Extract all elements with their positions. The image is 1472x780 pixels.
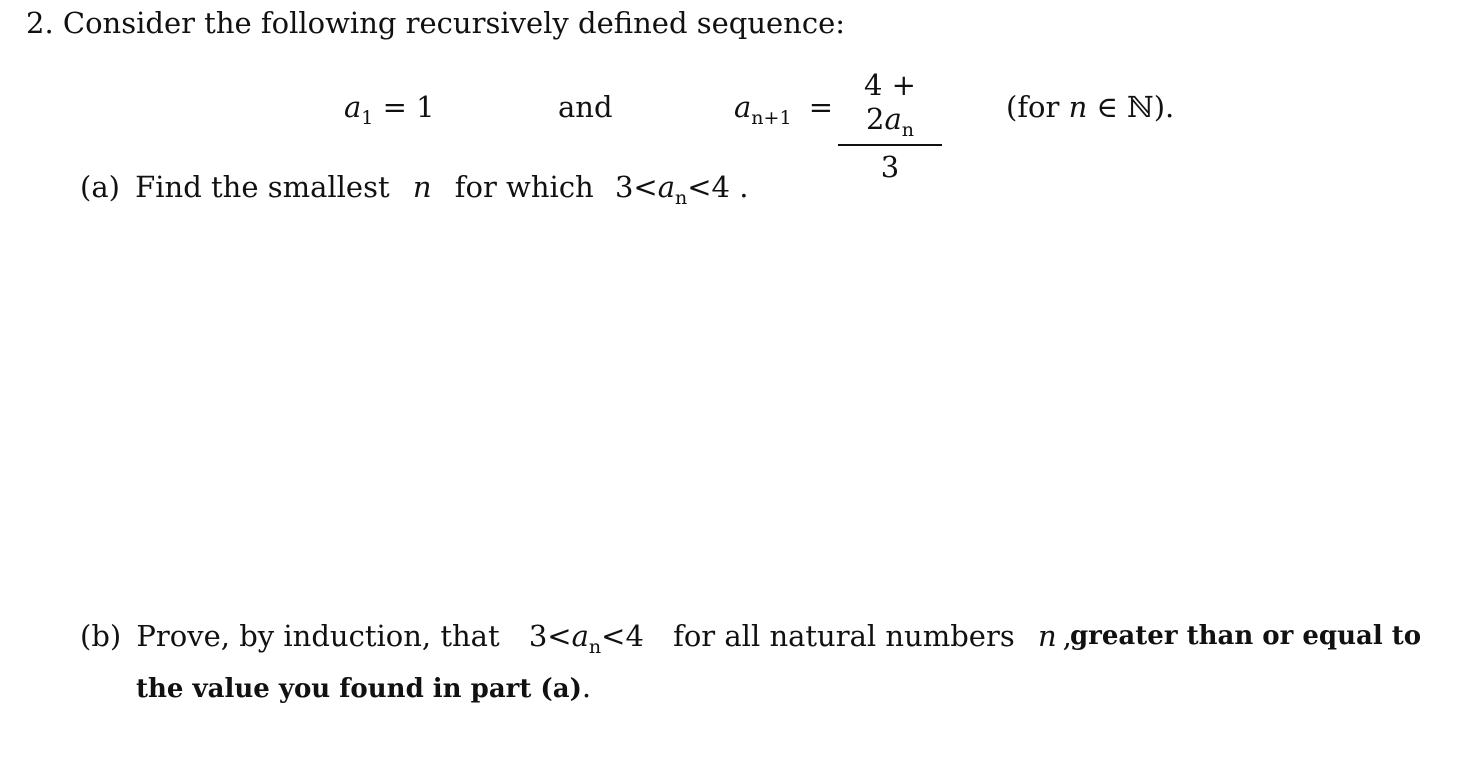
part-b-ineq-left: 3<: [528, 619, 572, 653]
base-case: [344, 90, 435, 129]
part-a-var-n: n: [412, 170, 432, 204]
fraction-denominator: 3: [880, 149, 900, 184]
part-a-ineq-var: a: [657, 170, 675, 204]
numerator-var: a: [884, 102, 902, 136]
recursive-fraction: [838, 68, 942, 184]
part-b-line-2: [136, 670, 591, 704]
part-b-ineq-var: a: [571, 619, 589, 653]
part-a-ineq-left: 3<: [614, 170, 658, 204]
part-b-bold-2: the value you found in part (a): [136, 674, 582, 704]
part-b-bold-1: greater than or equal to: [1070, 621, 1422, 651]
part-a-label: (a): [80, 170, 120, 204]
part-a-ineq-right: <4 .: [687, 170, 749, 204]
base-rhs: = 1: [382, 90, 435, 124]
question-intro: Consider the following recursively defined sequence:: [62, 6, 846, 40]
question-number: 2.: [26, 6, 54, 40]
part-b-line-1: [80, 619, 1072, 658]
rec-eq: =: [808, 90, 834, 124]
part-b-label: (b): [80, 619, 122, 653]
part-a-text: Find the smallest: [135, 170, 390, 204]
recursive-lhs: [734, 90, 834, 129]
part-a: [80, 170, 749, 209]
part-b-comma: ,: [1062, 619, 1072, 653]
base-sub: 1: [361, 107, 374, 129]
cond-open: (for: [1006, 90, 1060, 124]
connector-and: and: [558, 90, 613, 124]
part-b-ineq-sub: n: [588, 636, 602, 658]
domain-condition: [1006, 90, 1174, 124]
part-b-text: Prove, by induction, that: [136, 619, 500, 653]
cond-var: n: [1068, 90, 1088, 124]
part-b-for-all: for all natural numbers: [673, 619, 1015, 653]
numerator-const: 4 + 2: [864, 68, 916, 136]
rec-sub: n+1: [751, 107, 792, 129]
fraction-numerator: [838, 68, 942, 140]
question-header: [26, 6, 845, 40]
part-b-ineq-right: <4: [601, 619, 644, 653]
part-b-end: .: [581, 670, 592, 704]
part-a-ineq-sub: n: [675, 187, 688, 209]
part-a-for-which: for which: [454, 170, 594, 204]
cond-rest: ∈ ℕ).: [1096, 90, 1175, 124]
base-var: a: [344, 90, 362, 124]
numerator-sub: n: [901, 119, 914, 141]
fraction-bar: [838, 144, 942, 146]
part-b-var-n: n: [1037, 619, 1057, 653]
rec-var: a: [734, 90, 752, 124]
